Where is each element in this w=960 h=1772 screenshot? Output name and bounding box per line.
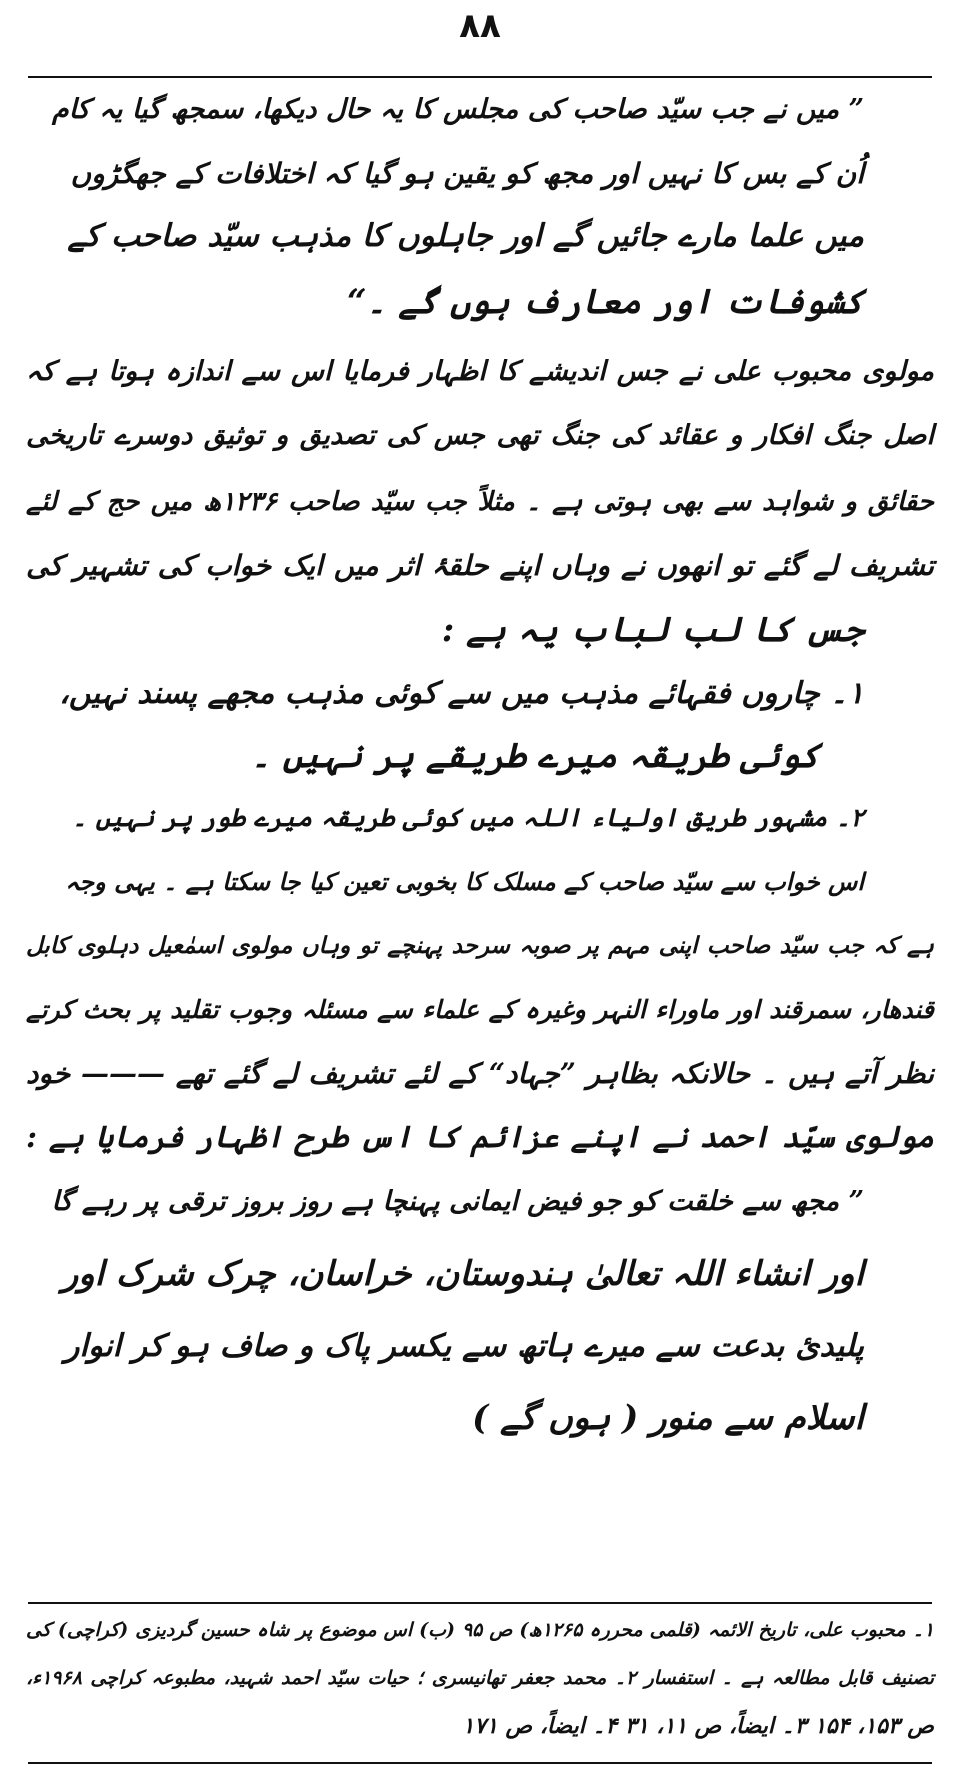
header-rule [28, 76, 932, 78]
list-item: ۲۔ مشہور طریق اولیاء اللہ میں کوئی طریقہ میرے طور پر نہیں ۔ [72, 803, 864, 832]
footnote-rule [28, 1602, 932, 1604]
quote2-line: پلیدیٔ بدعت سے میرے ہاتھ سے یکسر پاک و صاف ہو کر انوار [64, 1328, 864, 1364]
footnote-line: تصنیف قابل مطالعہ ہے ۔ استفسار ۲۔ محمد جعفر تھانیسری ؛ حیات سیّد احمد شہید، مطبوعہ کراچی ۱۹۶۸ء، [26, 1667, 935, 1689]
footer-rule [28, 1762, 932, 1764]
paragraph-line: حقائق و شواہد سے بھی ہوتی ہے ۔ مثلاً جب سیّد صاحب ۱۲۳۶ھ میں حج کے لئے [26, 487, 934, 517]
footnote-line: ص ۱۵۳، ۱۵۴ ۳۔ ایضاً، ص ۱۱، ۳۱ ۴۔ ایضاً، ص ۱۷۱ [462, 1713, 934, 1739]
quote1-line: میں علما مارے جائیں گے اور جاہلوں کا مذہب سیّد صاحب کے [67, 218, 864, 254]
quote1-line: ” میں نے جب سیّد صاحب کی مجلس کا یہ حال دیکھا، سمجھ گیا یہ کام [51, 94, 864, 125]
paragraph-line: مولوی سیّد احمد نے اپنے عزائم کا اس طرح اظہار فرمایا ہے : [26, 1120, 934, 1155]
quote1-line: کشوفات اور معارف ہوں گے ۔“ [346, 282, 864, 322]
page-number: ۸۸ [459, 6, 501, 46]
quote2-line: اسلام سے منور ( ہوں گے ) [472, 1398, 864, 1438]
quote2-line: اور انشاء اللہ تعالیٰ ہندوستان، خراسان، چرک شرک اور [61, 1254, 864, 1294]
quote2-line: ” مجھ سے خلقت کو جو فیض ایمانی پہنچا ہے روز بروز ترقی پر رہے گا [51, 1186, 864, 1217]
paragraph-line: تشریف لے گئے تو انھوں نے وہاں اپنے حلقۂ اثر میں ایک خواب کی تشہیر کی [26, 549, 934, 582]
paragraph-line: اس خواب سے سیّد صاحب کے مسلک کا بخوبی تعین کیا جا سکتا ہے ۔ یہی وجہ [65, 867, 864, 896]
paragraph-line: ہے کہ جب سیّد صاحب اپنی مہم پر صوبہ سرحد پہنچے تو وہاں مولوی اسمٰعیل دہلوی کابل [26, 932, 934, 959]
list-item: کوئی طریقہ میرے طریقے پر نہیں ۔ [250, 736, 820, 776]
paragraph-line: مولوی محبوب علی نے جس اندیشے کا اظہار فرمایا اس سے اندازہ ہوتا ہے کہ [26, 356, 934, 387]
paragraph-line: نظر آتے ہیں ۔ حالانکہ بظاہر ”جہاد“ کے لئے تشریف لے گئے تھے ——— خود [26, 1057, 934, 1090]
paragraph-line: قندھار، سمرقند اور ماوراء النہر وغیرہ کے علماء سے مسئلہ وجوب تقلید پر بحث کرتے [26, 995, 934, 1024]
footnote-line: ۱۔ محبوب علی، تاریخ الائمہ (قلمی محررہ ۱۲۶۵ھ) ص ۹۵ (ب) اس موضوع پر شاہ حسین گردیزی (کراچی) کی [26, 1619, 934, 1641]
quote1-line: اُن کے بس کا نہیں اور مجھ کو یقین ہو گیا کہ اختلافات کے جھگڑوں [70, 157, 864, 190]
list-item: ۱۔ چاروں فقہائے مذہب میں سے کوئی مذہب مجھے پسند نہیں، [59, 676, 864, 711]
paragraph-line: اصل جنگ افکار و عقائد کی جنگ تھی جس کی تصدیق و توثیق دوسرے تاریخی [26, 420, 934, 451]
paragraph-line: جس کا لب لباب یہ ہے : [441, 610, 864, 650]
